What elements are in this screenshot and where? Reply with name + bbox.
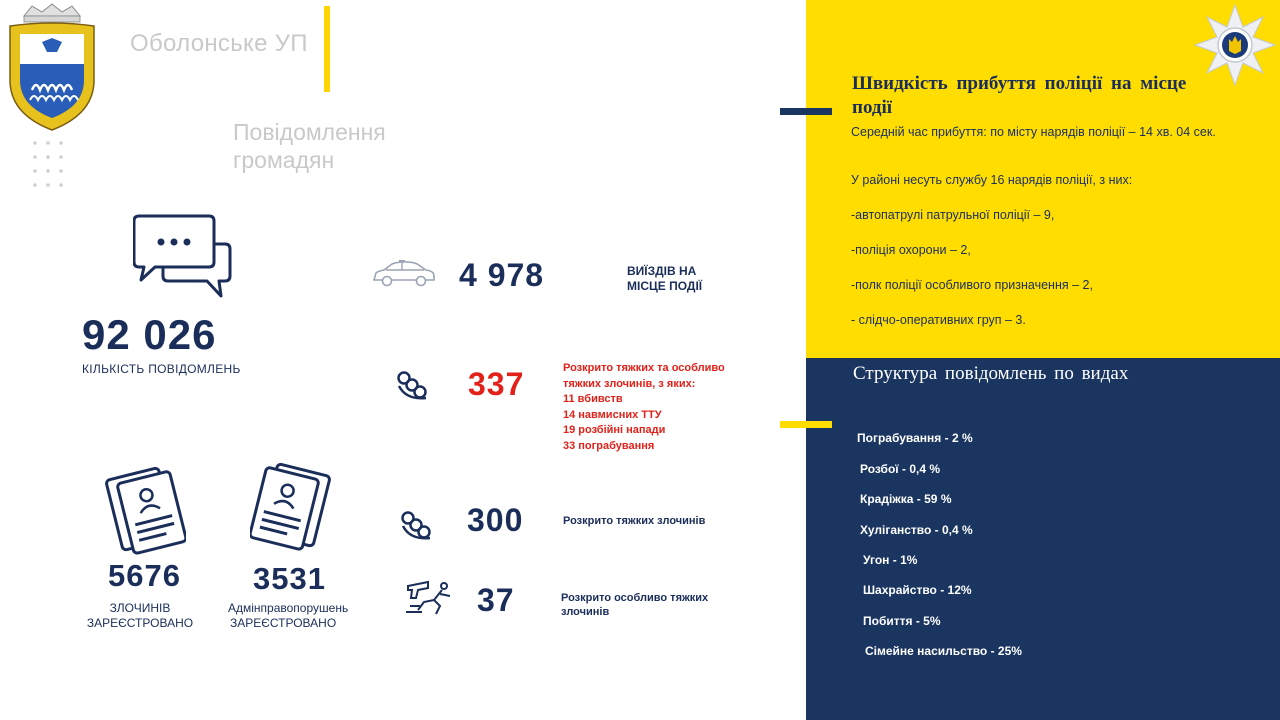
- solved-heavy-line: 33 пограбування: [563, 439, 655, 452]
- solved-heavy-line: 14 навмисних ТТУ: [563, 408, 662, 421]
- structure-item: Крадіжка - 59 %: [860, 492, 952, 506]
- solved-heavy-line: 19 розбійні напади: [563, 424, 666, 436]
- crimes-label: [85, 601, 195, 631]
- heavy-solved-label: Розкрито тяжких злочинів: [563, 515, 706, 527]
- title-accent-bar: [324, 6, 330, 92]
- org-name: Оболонське УП: [130, 30, 308, 57]
- structure-item: Розбої - 0,4 %: [860, 462, 941, 476]
- solved-heavy-count: 337: [468, 366, 525, 402]
- crimes-count: 5676: [108, 558, 181, 593]
- especially-heavy-count: 37: [477, 582, 515, 618]
- brass-knuckles-icon: [400, 510, 436, 542]
- solved-heavy-line: тяжких злочинів, з яких:: [563, 377, 696, 390]
- admin-offenses-label: [228, 601, 358, 631]
- admin-offenses-count: 3531: [253, 561, 326, 596]
- chat-bubbles-icon: [133, 214, 233, 298]
- solved-heavy-line: Розкрито тяжких та особливо: [563, 362, 725, 374]
- structure-panel: [806, 358, 1280, 720]
- especially-heavy-label: [561, 591, 741, 619]
- brass-knuckles-icon: [396, 370, 432, 402]
- arrival-units-intro: У районі несуть службу 16 нарядів поліції, з них:: [851, 173, 1133, 187]
- gun-runner-icon: [404, 576, 462, 618]
- structure-item: Угон - 1%: [863, 553, 918, 567]
- structure-title: Структура повідомлень по видах: [853, 363, 1129, 384]
- police-car-icon: [372, 260, 436, 288]
- messages-label: КІЛЬКІСТЬ ПОВІДОМЛЕНЬ: [82, 362, 241, 376]
- solved-heavy-details: [563, 361, 763, 454]
- arrival-unit-item: -поліція охорони – 2,: [851, 243, 971, 257]
- documents-icon: [250, 460, 332, 552]
- especially-heavy-line2: злочинів: [561, 606, 610, 618]
- documents-icon: [104, 464, 186, 556]
- arrival-avg-time: Середній час прибуття: по місту нарядів поліції – 14 хв. 04 сек.: [851, 125, 1216, 139]
- calls-label-line1: ВИЇЗДІВ НА: [627, 264, 697, 278]
- section-title: [233, 118, 453, 174]
- especially-heavy-line1: Розкрито особливо тяжких: [561, 592, 709, 604]
- structure-item: Сімейне насильство - 25%: [865, 644, 1022, 658]
- accent-bar-navy: [780, 108, 832, 115]
- arrival-unit-item: -автопатрулі патрульної поліції – 9,: [851, 208, 1055, 222]
- structure-item: Побиття - 5%: [863, 614, 941, 628]
- messages-count: 92 026: [82, 311, 217, 358]
- crimes-label-line1: ЗЛОЧИНІВ: [109, 601, 171, 615]
- structure-item: Хуліганство - 0,4 %: [860, 523, 973, 537]
- crimes-label-line2: ЗАРЕЄСТРОВАНО: [86, 616, 194, 630]
- arrival-unit-item: -полк поліції особливого призначення – 2,: [851, 278, 1093, 292]
- arrival-title: Швидкість прибуття поліції на місце події: [852, 73, 1187, 118]
- calls-label-line2: МІСЦЕ ПОДІЇ: [627, 279, 703, 293]
- admin-label-line1: Адмінправопорушень: [228, 601, 349, 615]
- decor-dots-icon: [32, 140, 68, 192]
- section-title-line2: громадян: [233, 147, 335, 173]
- structure-item: Шахрайство - 12%: [863, 583, 972, 597]
- accent-bar-yellow: [780, 421, 832, 428]
- calls-count: 4 978: [459, 257, 545, 293]
- structure-item: Пограбування - 2 %: [857, 431, 973, 445]
- solved-heavy-line: 11 вбивств: [563, 393, 623, 405]
- section-title-line1: Повідомлення: [233, 119, 386, 145]
- arrival-unit-item: - слідчо-оперативних груп – 3.: [851, 313, 1026, 327]
- district-coat-of-arms-icon: [2, 2, 102, 132]
- calls-label: [627, 264, 737, 294]
- heavy-solved-count: 300: [467, 502, 524, 538]
- admin-label-line2: ЗАРЕЄСТРОВАНО: [230, 616, 337, 630]
